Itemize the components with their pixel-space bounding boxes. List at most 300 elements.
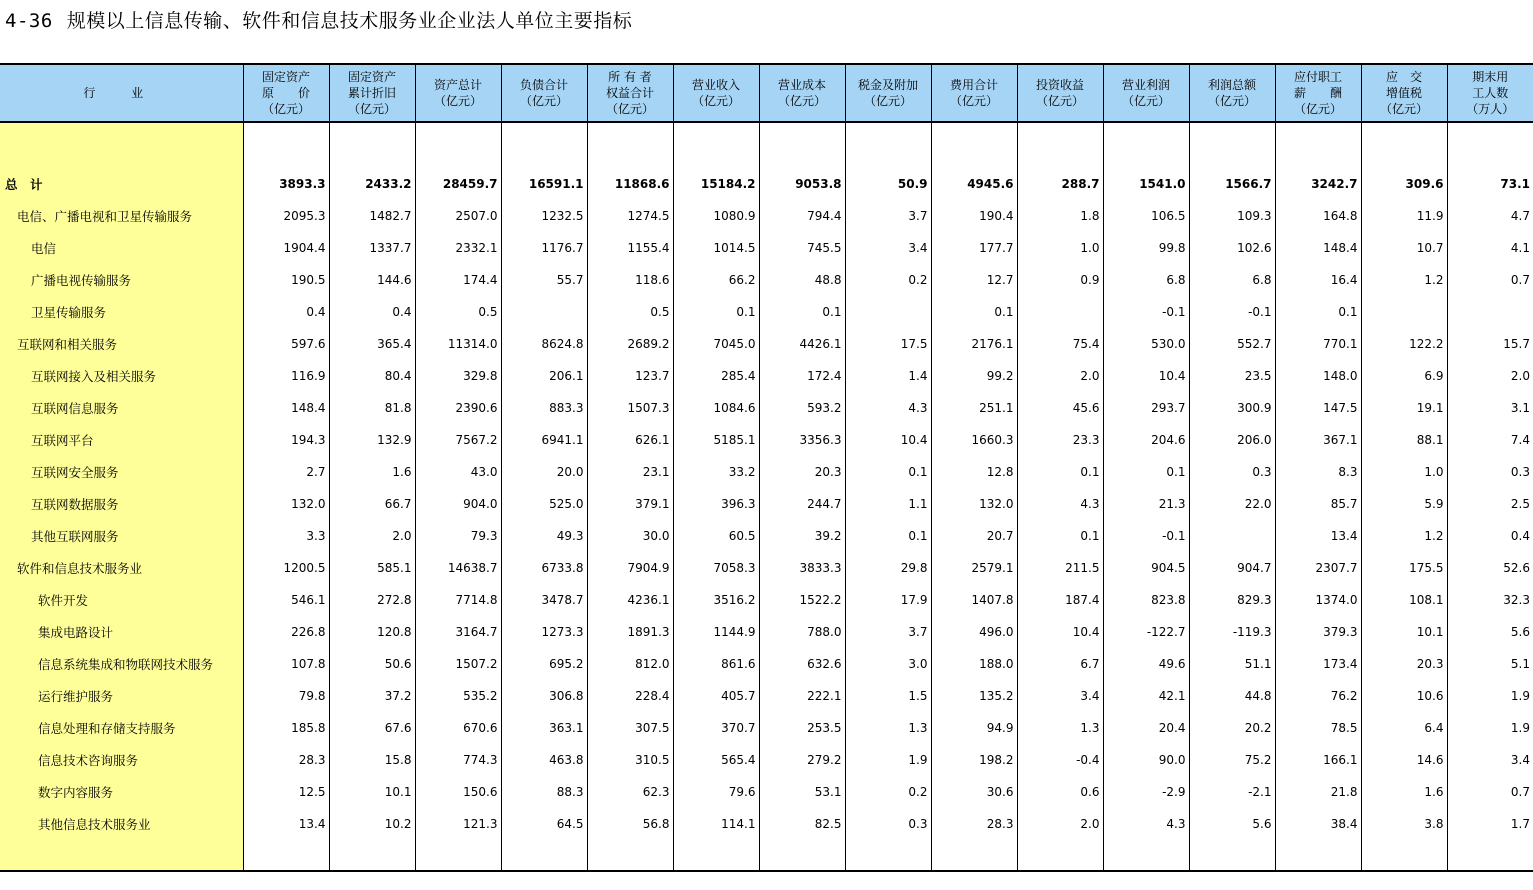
empty-cell [243, 840, 329, 871]
value-cell: 28459.7 [415, 168, 501, 200]
header-col-6 [673, 64, 759, 122]
header-line: 投资收益 [1035, 78, 1084, 92]
value-cell: 1155.4 [587, 232, 673, 264]
value-cell: 0.3 [1189, 456, 1275, 488]
header-line: （万人） [1466, 102, 1515, 116]
header-col-3 [415, 64, 501, 122]
table-row [0, 776, 1533, 808]
empty-cell [329, 840, 415, 871]
value-cell: 0.4 [329, 296, 415, 328]
empty-cell [1189, 840, 1275, 871]
empty-cell [415, 840, 501, 871]
value-cell: 10.1 [1361, 616, 1447, 648]
pad-row [0, 840, 1533, 871]
value-cell: 0.1 [845, 456, 931, 488]
value-cell: 79.8 [243, 680, 329, 712]
value-cell: 1.1 [845, 488, 931, 520]
value-cell: 66.2 [673, 264, 759, 296]
value-cell: -119.3 [1189, 616, 1275, 648]
value-cell: 173.4 [1275, 648, 1361, 680]
value-cell: 56.8 [587, 808, 673, 840]
value-cell [1361, 296, 1447, 328]
value-cell: 10.6 [1361, 680, 1447, 712]
industry-name: 集成电路设计 [0, 616, 243, 648]
value-cell: 597.6 [243, 328, 329, 360]
value-cell: 66.7 [329, 488, 415, 520]
value-cell: 2.0 [1017, 808, 1103, 840]
industry-name: 信息技术咨询服务 [0, 744, 243, 776]
table-row [0, 424, 1533, 456]
value-cell: 78.5 [1275, 712, 1361, 744]
value-cell: 228.4 [587, 680, 673, 712]
value-cell: 22.0 [1189, 488, 1275, 520]
table-row [0, 296, 1533, 328]
value-cell: 90.0 [1103, 744, 1189, 776]
value-cell: 4.1 [1447, 232, 1533, 264]
value-cell: 20.4 [1103, 712, 1189, 744]
value-cell: 20.0 [501, 456, 587, 488]
value-cell: 3516.2 [673, 584, 759, 616]
value-cell: 904.7 [1189, 552, 1275, 584]
value-cell: 1566.7 [1189, 168, 1275, 200]
table-row [0, 232, 1533, 264]
value-cell: 525.0 [501, 488, 587, 520]
value-cell: 5.9 [1361, 488, 1447, 520]
header-col-11 [1103, 64, 1189, 122]
header-line: （亿元） [261, 102, 310, 116]
value-cell: 29.8 [845, 552, 931, 584]
header-line: （亿元） [519, 94, 568, 108]
value-cell: 108.1 [1361, 584, 1447, 616]
value-cell: 670.6 [415, 712, 501, 744]
value-cell: 6.8 [1189, 264, 1275, 296]
value-cell: 49.6 [1103, 648, 1189, 680]
value-cell: 148.4 [243, 392, 329, 424]
header-line: （亿元） [949, 94, 998, 108]
value-cell: 6733.8 [501, 552, 587, 584]
table-row [0, 680, 1533, 712]
table-title: 规模以上信息传输、软件和信息技术服务业企业法人单位主要指标 [66, 10, 633, 32]
table-row [0, 200, 1533, 232]
value-cell: 1014.5 [673, 232, 759, 264]
value-cell: 288.7 [1017, 168, 1103, 200]
value-cell: 0.5 [587, 296, 673, 328]
table-row [0, 616, 1533, 648]
value-cell: 1891.3 [587, 616, 673, 648]
header-line: 营业收入 [691, 78, 740, 92]
value-cell: 20.3 [759, 456, 845, 488]
value-cell: 272.8 [329, 584, 415, 616]
value-cell: 21.3 [1103, 488, 1189, 520]
header-line: 行 业 [83, 86, 160, 100]
value-cell: 10.2 [329, 808, 415, 840]
value-cell: 172.4 [759, 360, 845, 392]
header-line: （亿元） [1207, 94, 1256, 108]
value-cell: 222.1 [759, 680, 845, 712]
value-cell: 1274.5 [587, 200, 673, 232]
value-cell: 99.2 [931, 360, 1017, 392]
header-line: 固定资产 [347, 70, 396, 84]
value-cell: 1.6 [1361, 776, 1447, 808]
header-col-2 [329, 64, 415, 122]
value-cell: 52.6 [1447, 552, 1533, 584]
value-cell: 5.1 [1447, 648, 1533, 680]
value-cell: 0.1 [845, 520, 931, 552]
value-cell: 148.0 [1275, 360, 1361, 392]
value-cell: 118.6 [587, 264, 673, 296]
value-cell: 2689.2 [587, 328, 673, 360]
value-cell: 8.3 [1275, 456, 1361, 488]
header-line: （亿元） [1121, 94, 1170, 108]
value-cell: 116.9 [243, 360, 329, 392]
table-row [0, 648, 1533, 680]
value-cell: 132.0 [243, 488, 329, 520]
empty-cell [1447, 122, 1533, 168]
value-cell: 5185.1 [673, 424, 759, 456]
value-cell: 16591.1 [501, 168, 587, 200]
header-line: 期末用 [1472, 70, 1509, 84]
value-cell: 4.3 [845, 392, 931, 424]
value-cell: 593.2 [759, 392, 845, 424]
value-cell: 1.2 [1361, 520, 1447, 552]
value-cell: 62.3 [587, 776, 673, 808]
page-title [5, 6, 632, 33]
value-cell: 253.5 [759, 712, 845, 744]
header-line: 营业利润 [1121, 78, 1170, 92]
header-line: 薪 酬 [1293, 86, 1342, 100]
value-cell: 0.3 [1447, 456, 1533, 488]
empty-cell [1447, 840, 1533, 871]
value-cell: 177.7 [931, 232, 1017, 264]
header-line: 应付职工 [1293, 70, 1342, 84]
value-cell: 85.7 [1275, 488, 1361, 520]
value-cell: 50.6 [329, 648, 415, 680]
value-cell: 3164.7 [415, 616, 501, 648]
industry-name: 互联网平台 [0, 424, 243, 456]
value-cell [501, 296, 587, 328]
value-cell: 4.3 [1017, 488, 1103, 520]
value-cell: 1.6 [329, 456, 415, 488]
value-cell: 244.7 [759, 488, 845, 520]
value-cell: 8624.8 [501, 328, 587, 360]
value-cell: 75.2 [1189, 744, 1275, 776]
value-cell: 285.4 [673, 360, 759, 392]
value-cell: 23.3 [1017, 424, 1103, 456]
value-cell: 3.4 [1447, 744, 1533, 776]
empty-cell [587, 122, 673, 168]
value-cell: 1374.0 [1275, 584, 1361, 616]
value-cell: 1482.7 [329, 200, 415, 232]
value-cell: 211.5 [1017, 552, 1103, 584]
value-cell: 1.5 [845, 680, 931, 712]
value-cell: 0.1 [1103, 456, 1189, 488]
value-cell: 2095.3 [243, 200, 329, 232]
value-cell: 2433.2 [329, 168, 415, 200]
value-cell: 6.7 [1017, 648, 1103, 680]
value-cell: 49.3 [501, 520, 587, 552]
value-cell: 632.6 [759, 648, 845, 680]
value-cell: 770.1 [1275, 328, 1361, 360]
value-cell: 0.1 [1017, 456, 1103, 488]
value-cell: 745.5 [759, 232, 845, 264]
value-cell: 7045.0 [673, 328, 759, 360]
header-col-14 [1361, 64, 1447, 122]
value-cell: 546.1 [243, 584, 329, 616]
value-cell: 188.0 [931, 648, 1017, 680]
value-cell: 166.1 [1275, 744, 1361, 776]
value-cell [1017, 296, 1103, 328]
value-cell: 88.1 [1361, 424, 1447, 456]
value-cell: 174.4 [415, 264, 501, 296]
value-cell: 823.8 [1103, 584, 1189, 616]
value-cell: 39.2 [759, 520, 845, 552]
value-cell: 0.7 [1447, 776, 1533, 808]
value-cell: 106.5 [1103, 200, 1189, 232]
value-cell: 16.4 [1275, 264, 1361, 296]
value-cell: 0.1 [1017, 520, 1103, 552]
industry-name: 信息处理和存储支持服务 [0, 712, 243, 744]
value-cell: 3.7 [845, 200, 931, 232]
value-cell: 88.3 [501, 776, 587, 808]
header-line: （亿元） [433, 94, 482, 108]
value-cell: -0.1 [1103, 296, 1189, 328]
header-line: 应 交 [1385, 70, 1422, 84]
industry-name: 其他互联网服务 [0, 520, 243, 552]
value-cell: 1.8 [1017, 200, 1103, 232]
value-cell: 4945.6 [931, 168, 1017, 200]
value-cell: 13.4 [1275, 520, 1361, 552]
value-cell: 2.5 [1447, 488, 1533, 520]
value-cell: 365.4 [329, 328, 415, 360]
industry-name: 互联网和相关服务 [0, 328, 243, 360]
table-row [0, 328, 1533, 360]
value-cell: -0.4 [1017, 744, 1103, 776]
value-cell: -122.7 [1103, 616, 1189, 648]
table-row [0, 488, 1533, 520]
value-cell: 1232.5 [501, 200, 587, 232]
table-row [0, 584, 1533, 616]
value-cell: 10.1 [329, 776, 415, 808]
value-cell: 4236.1 [587, 584, 673, 616]
empty-cell [1189, 122, 1275, 168]
empty-cell [1103, 122, 1189, 168]
empty-cell [845, 840, 931, 871]
empty-cell [1017, 122, 1103, 168]
header-line: 利润总额 [1207, 78, 1256, 92]
value-cell: 21.8 [1275, 776, 1361, 808]
table-row [0, 520, 1533, 552]
value-cell: 12.5 [243, 776, 329, 808]
empty-cell [1275, 840, 1361, 871]
value-cell: 1507.3 [587, 392, 673, 424]
value-cell: 82.5 [759, 808, 845, 840]
value-cell: 1.9 [1447, 680, 1533, 712]
value-cell: 20.3 [1361, 648, 1447, 680]
value-cell: 15.7 [1447, 328, 1533, 360]
value-cell: 3242.7 [1275, 168, 1361, 200]
value-cell: 883.3 [501, 392, 587, 424]
header-col-15 [1447, 64, 1533, 122]
value-cell: 3.0 [845, 648, 931, 680]
value-cell: 2.7 [243, 456, 329, 488]
value-cell: 107.8 [243, 648, 329, 680]
value-cell: 73.1 [1447, 168, 1533, 200]
value-cell: 6.9 [1361, 360, 1447, 392]
value-cell: 279.2 [759, 744, 845, 776]
value-cell: 0.2 [845, 776, 931, 808]
value-cell: 7058.3 [673, 552, 759, 584]
empty-cell [845, 122, 931, 168]
value-cell: 11314.0 [415, 328, 501, 360]
value-cell: 379.1 [587, 488, 673, 520]
value-cell: 80.4 [329, 360, 415, 392]
value-cell: 194.3 [243, 424, 329, 456]
value-cell: 585.1 [329, 552, 415, 584]
industry-name: 软件开发 [0, 584, 243, 616]
value-cell: 530.0 [1103, 328, 1189, 360]
value-cell: 6.8 [1103, 264, 1189, 296]
value-cell: 10.7 [1361, 232, 1447, 264]
value-cell: 5.6 [1447, 616, 1533, 648]
value-cell: 1337.7 [329, 232, 415, 264]
value-cell: 379.3 [1275, 616, 1361, 648]
value-cell: -0.1 [1103, 520, 1189, 552]
empty-cell [1103, 840, 1189, 871]
header-line: 增值税 [1385, 86, 1422, 100]
value-cell: 10.4 [1103, 360, 1189, 392]
empty-cell [415, 122, 501, 168]
value-cell: 363.1 [501, 712, 587, 744]
value-cell: 251.1 [931, 392, 1017, 424]
value-cell: 94.9 [931, 712, 1017, 744]
value-cell: 2307.7 [1275, 552, 1361, 584]
value-cell: 15.8 [329, 744, 415, 776]
table-row [0, 360, 1533, 392]
value-cell: 1144.9 [673, 616, 759, 648]
value-cell: 2507.0 [415, 200, 501, 232]
value-cell: 75.4 [1017, 328, 1103, 360]
value-cell: 0.6 [1017, 776, 1103, 808]
value-cell: 3.4 [1017, 680, 1103, 712]
value-cell: 150.6 [415, 776, 501, 808]
value-cell: 147.5 [1275, 392, 1361, 424]
value-cell: 1904.4 [243, 232, 329, 264]
value-cell: 42.1 [1103, 680, 1189, 712]
value-cell: 32.3 [1447, 584, 1533, 616]
header-col-8 [845, 64, 931, 122]
header-line: （亿元） [777, 94, 826, 108]
industry-name: 互联网安全服务 [0, 456, 243, 488]
value-cell: 2579.1 [931, 552, 1017, 584]
header-col-12 [1189, 64, 1275, 122]
value-cell: 132.0 [931, 488, 1017, 520]
header-col-9 [931, 64, 1017, 122]
value-cell: 3.1 [1447, 392, 1533, 424]
value-cell: 2.0 [1447, 360, 1533, 392]
header-line: 税金及附加 [857, 78, 918, 92]
value-cell: 43.0 [415, 456, 501, 488]
value-cell: 175.5 [1361, 552, 1447, 584]
value-cell: 0.9 [1017, 264, 1103, 296]
header-col-5 [587, 64, 673, 122]
header-col-10 [1017, 64, 1103, 122]
empty-cell [1361, 122, 1447, 168]
value-cell: 0.7 [1447, 264, 1533, 296]
value-cell: 396.3 [673, 488, 759, 520]
value-cell: 190.5 [243, 264, 329, 296]
value-cell: 329.8 [415, 360, 501, 392]
value-cell: 37.2 [329, 680, 415, 712]
value-cell: 11868.6 [587, 168, 673, 200]
value-cell: 1.7 [1447, 808, 1533, 840]
empty-cell [501, 840, 587, 871]
value-cell: 0.4 [1447, 520, 1533, 552]
value-cell [1447, 296, 1533, 328]
value-cell: 2.0 [1017, 360, 1103, 392]
value-cell: -2.1 [1189, 776, 1275, 808]
industry-name: 信息系统集成和物联网技术服务 [0, 648, 243, 680]
value-cell: 81.8 [329, 392, 415, 424]
value-cell [1189, 520, 1275, 552]
value-cell: 17.9 [845, 584, 931, 616]
value-cell: 20.2 [1189, 712, 1275, 744]
value-cell: -2.9 [1103, 776, 1189, 808]
table-row [0, 712, 1533, 744]
header-line: 权益合计 [605, 86, 654, 100]
value-cell: 0.1 [673, 296, 759, 328]
value-cell: 3356.3 [759, 424, 845, 456]
value-cell: 53.1 [759, 776, 845, 808]
table-body [0, 122, 1533, 871]
value-cell: 1273.3 [501, 616, 587, 648]
value-cell: 1200.5 [243, 552, 329, 584]
table-row [0, 456, 1533, 488]
industry-name: 电信、广播电视和卫星传输服务 [0, 200, 243, 232]
table-number: 4-36 [5, 10, 53, 32]
empty-cell [931, 840, 1017, 871]
header-line: 工人数 [1472, 86, 1509, 100]
value-cell: 3.4 [845, 232, 931, 264]
value-cell: 367.1 [1275, 424, 1361, 456]
value-cell: 2.0 [329, 520, 415, 552]
empty-cell [1361, 840, 1447, 871]
value-cell: 33.2 [673, 456, 759, 488]
header-industry [0, 64, 243, 122]
value-cell: 1.2 [1361, 264, 1447, 296]
value-cell: 44.8 [1189, 680, 1275, 712]
value-cell: 30.6 [931, 776, 1017, 808]
value-cell: 904.5 [1103, 552, 1189, 584]
value-cell: 0.4 [243, 296, 329, 328]
value-cell: 11.9 [1361, 200, 1447, 232]
value-cell: 99.8 [1103, 232, 1189, 264]
value-cell: 23.1 [587, 456, 673, 488]
value-cell: 0.2 [845, 264, 931, 296]
value-cell: 204.6 [1103, 424, 1189, 456]
value-cell: 1541.0 [1103, 168, 1189, 200]
value-cell: 19.1 [1361, 392, 1447, 424]
empty-cell [501, 122, 587, 168]
value-cell: 28.3 [931, 808, 1017, 840]
value-cell: 405.7 [673, 680, 759, 712]
value-cell: 3.8 [1361, 808, 1447, 840]
header-line: 所 有 者 [608, 70, 652, 84]
industry-name: 互联网信息服务 [0, 392, 243, 424]
empty-cell [0, 122, 243, 168]
industry-name: 总 计 [0, 168, 243, 200]
value-cell: 15184.2 [673, 168, 759, 200]
industry-name: 电信 [0, 232, 243, 264]
